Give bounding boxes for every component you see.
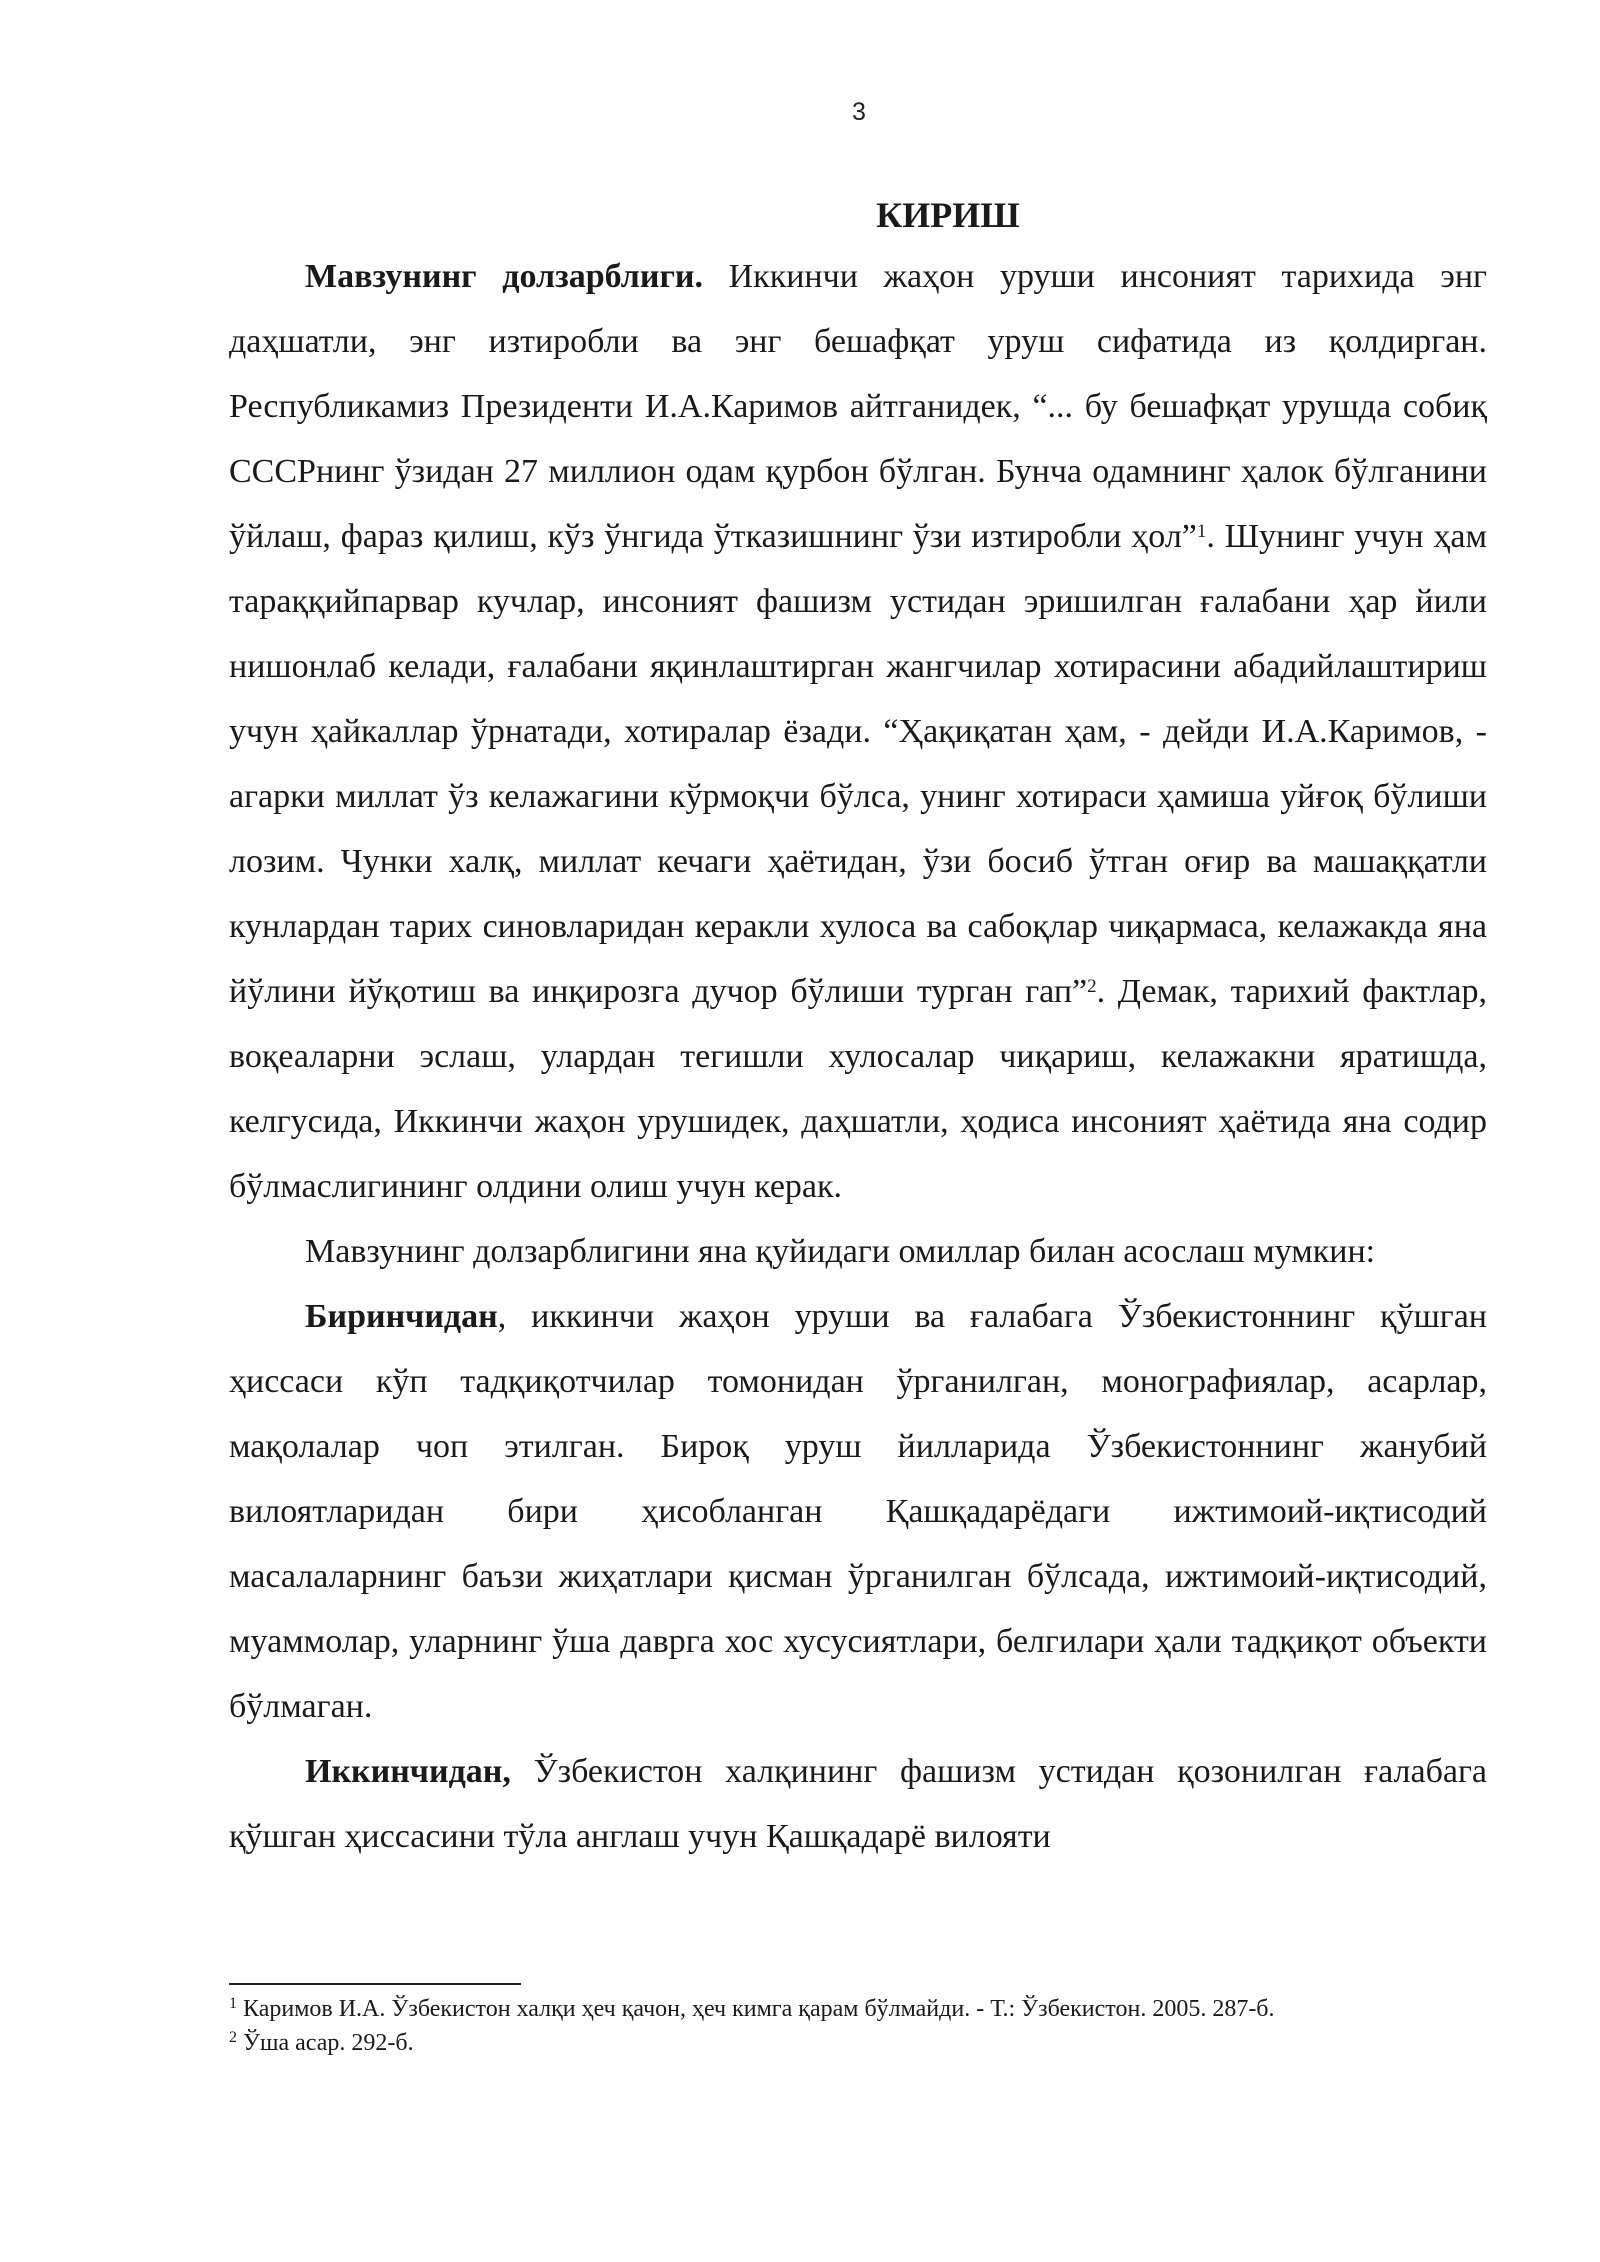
paragraph-text: . Демак, тарихий фактлар, воқеаларни эслаш, улардан тегишли хулосалар чиқариш, келажакни яратишда, келгусида, Иккинчи жаҳон урушидек, даҳшатли, ҳодиса инсоният ҳаётида яна содир бўлмаслигининг олдини олиш учун керак.: [229, 973, 1487, 1205]
footnote-reference-1[interactable]: 1: [1196, 520, 1207, 542]
footnote-text: Каримов И.А. Ўзбекистон халқи ҳеч қачон, ҳеч кимга қарам бўлмайди. - Т.: Ўзбекистон. 2005. 287-б.: [237, 1996, 1275, 2022]
page-body: [229, 186, 1487, 1869]
paragraph-text: , иккинчи жаҳон уруши ва ғалабага Ўзбекистоннинг қўшган ҳиссаси кўп тадқиқотчилар томонидан ўрганилган, монографиялар, асарлар, мақолалар чоп этилган. Бироқ уруш йилларида Ўзбекистоннинг жанубий вилоятларидан бири ҳисобланган Қашқадарёдаги ижтимоий-иқтисодий масалаларнинг баъзи жиҳатлари қисман ўрганилган бўлсада, ижтимоий-иқтисодий, муаммолар, уларнинг ўша даврга хос хусусиятлари, белгилари ҳали тадқиқот объекти бўлмаган.: [229, 1298, 1487, 1725]
paragraph-text: . Шунинг учун ҳам тараққийпарвар кучлар, инсоният фашизм устидан эришилган ғалабани ҳар йили нишонлаб келади, ғалабани яқинлаштирган жангчилар хотирасини абадийлаштириш учун ҳайкаллар ўрнатади, хотиралар ёзади. “Ҳақиқатан ҳам, - дейди И.А.Каримов, - агарки миллат ўз келажагини кўрмоқчи бўлса, унинг хотираси ҳамиша уйғоқ бўлиши лозим. Чунки халқ, миллат кечаги ҳаётидан, ўзи босиб ўтган оғир ва машаққатли кунлардан тарих синовларидан керакли хулоса ва сабоқлар чиқармаса, келажакда яна йўлини йўқотиш ва инқирозга дучор бўлиши турган гап”: [229, 518, 1487, 1010]
footnote-reference-2[interactable]: 2: [1087, 975, 1097, 997]
footnote-separator: [229, 1983, 521, 1985]
footnotes: [229, 1992, 1487, 2060]
paragraph-lead: Иккинчидан,: [305, 1753, 511, 1790]
paragraph-text: Иккинчи жаҳон уруши инсоният тарихида энг даҳшатли, энг изтиробли ва энг бешафқат уруш сифатида из қолдирган. Республикамиз Президенти И.А.Каримов айтганидек, “... бу бешафқат урушда собиқ СССРнинг ўзидан 27 миллион одам қурбон бўлган. Бунча одамнинг ҳалок бўлганини ўйлаш, фараз қилиш, кўз ўнгида ўтказишнинг ўзи изтиробли ҳол”: [229, 258, 1488, 555]
paragraph-second: [229, 1739, 1487, 1869]
footnote-1: [229, 1992, 1487, 2026]
section-heading: КИРИШ: [876, 195, 1020, 235]
paragraph-first: [229, 1284, 1487, 1739]
page-number: 3: [852, 98, 866, 126]
paragraph-text: Ўзбекистон халқининг фашизм устидан қозонилган ғалабага қўшган ҳиссасини тўла англаш учун Қашқадарё вилояти: [229, 1753, 1487, 1855]
paragraph-lead: Биринчидан: [305, 1298, 498, 1335]
footnote-mark: 1: [229, 1995, 237, 2012]
footnote-2: [229, 2026, 1487, 2060]
paragraph-lead: Мавзунинг долзарблиги.: [305, 258, 703, 295]
footnote-mark: 2: [229, 2029, 237, 2046]
paragraph-text: Мавзунинг долзарблигини яна қуйидаги омиллар билан асослаш мумкин:: [305, 1233, 1376, 1270]
paragraph-factors-intro: [229, 1219, 1487, 1284]
paragraph-relevance: [229, 244, 1487, 1219]
footnote-text: Ўша асар. 292-б.: [237, 2030, 414, 2056]
